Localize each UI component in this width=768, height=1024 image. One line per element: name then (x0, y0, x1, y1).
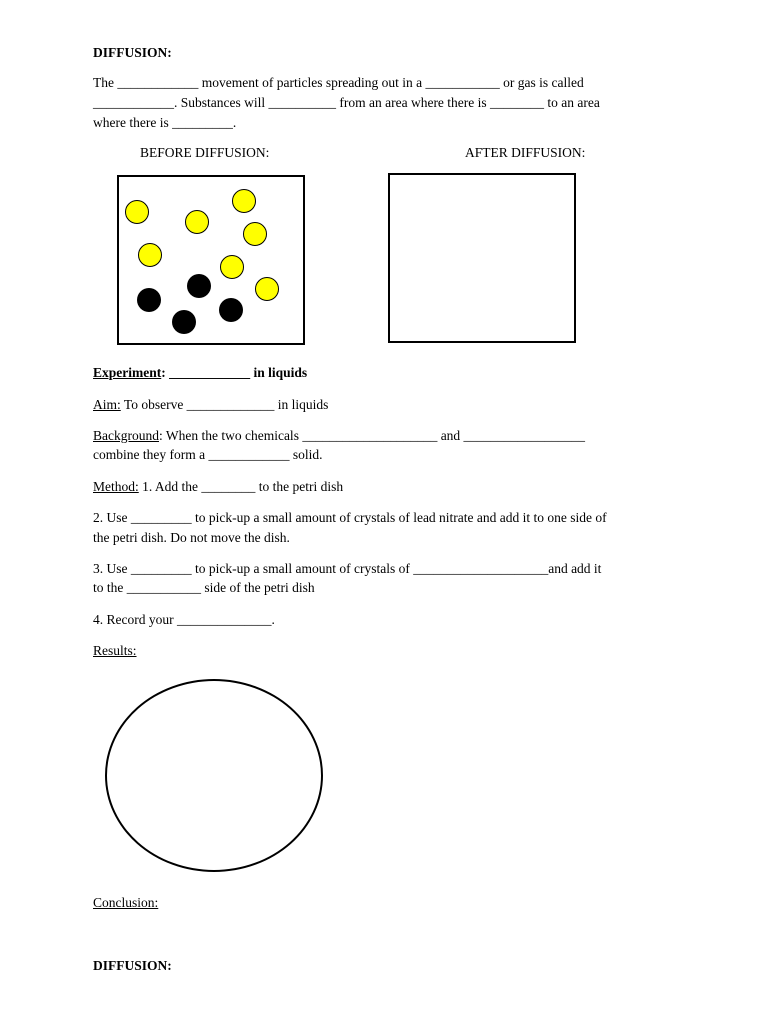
after-diffusion-box (388, 173, 576, 343)
experiment-label: Experiment (93, 365, 162, 380)
yellow-particle (185, 210, 209, 234)
aim-text: To observe _____________ in liquids (120, 397, 329, 412)
experiment-text: : ____________ in liquids (161, 365, 308, 380)
yellow-particle (125, 200, 149, 224)
method-step-2a: 2. Use _________ to pick-up a small amount of crystals of lead nitrate and add it to one side of (93, 510, 607, 525)
before-diffusion-label: BEFORE DIFFUSION: (140, 145, 270, 160)
intro-line-1: The ____________ movement of particles spreading out in a ___________ or gas is called (93, 75, 584, 90)
yellow-particle (255, 277, 279, 301)
results-label: Results: (93, 643, 137, 658)
black-particle (137, 288, 161, 312)
yellow-particle (243, 222, 267, 246)
background-text-1: : When the two chemicals ____________________ and __________________ (158, 428, 586, 443)
intro-line-2: ____________. Substances will __________ from an area where there is ________ to an area (93, 95, 600, 110)
method-step-2b: the petri dish. Do not move the dish. (93, 530, 290, 545)
method-label: Method: (93, 479, 139, 494)
before-diffusion-box (117, 175, 305, 345)
yellow-particle (220, 255, 244, 279)
method-step-3b: to the ___________ side of the petri dish (93, 580, 315, 595)
yellow-particle (138, 243, 162, 267)
method-step-1-text: 1. Add the ________ to the petri dish (138, 479, 344, 494)
background-line-2: combine they form a ____________ solid. (93, 447, 323, 462)
intro-line-3: where there is _________. (93, 115, 237, 130)
method-step-1 (93, 477, 343, 496)
petri-dish-drawing (105, 679, 323, 872)
yellow-particle (232, 189, 256, 213)
background-line-1 (93, 426, 585, 445)
black-particle (219, 298, 243, 322)
conclusion-label: Conclusion: (93, 895, 159, 910)
black-particle (187, 274, 211, 298)
aim-line (93, 395, 328, 414)
after-diffusion-label: AFTER DIFFUSION: (465, 145, 586, 160)
worksheet-title: DIFFUSION: (93, 45, 172, 60)
experiment-heading (93, 363, 307, 382)
aim-label: Aim: (93, 397, 121, 412)
method-step-4: 4. Record your ______________. (93, 612, 275, 627)
background-label: Background (93, 428, 159, 443)
black-particle (172, 310, 196, 334)
method-step-3a: 3. Use _________ to pick-up a small amount of crystals of ____________________and add it (93, 561, 602, 576)
footer-title: DIFFUSION: (93, 958, 172, 973)
